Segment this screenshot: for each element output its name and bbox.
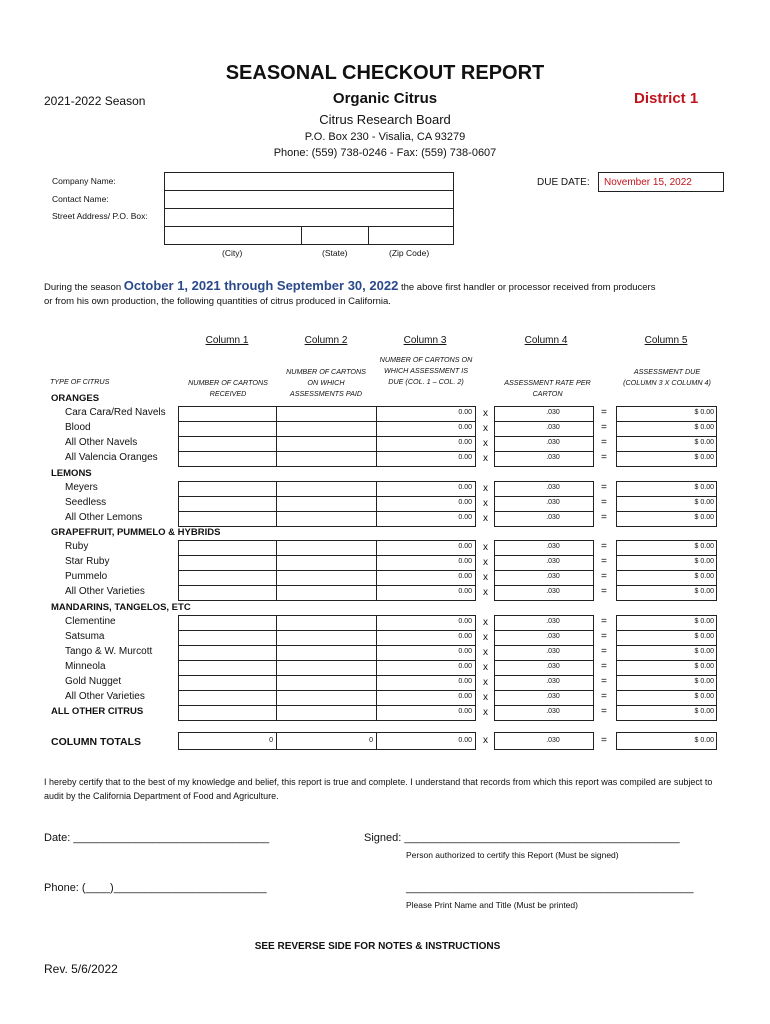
row-column-3-value: 0.00	[458, 499, 472, 506]
group-lemons: LEMONS	[51, 468, 92, 479]
row-equals-symbol: =	[601, 512, 607, 523]
row-times-symbol: x	[483, 557, 488, 568]
row-equals-symbol: =	[601, 706, 607, 717]
row-column-3-value: 0.00	[458, 648, 472, 655]
report-title: SEASONAL CHECKOUT REPORT	[225, 62, 545, 84]
row-times-symbol: x	[483, 498, 488, 509]
row-column-1-input[interactable]	[178, 660, 277, 676]
row-equals-symbol: =	[601, 407, 607, 418]
row-column-1-input[interactable]	[178, 570, 277, 586]
row-column-3-value: 0.00	[458, 693, 472, 700]
print-name-line[interactable]: _______________________________________________	[406, 882, 694, 894]
row-times-symbol: x	[483, 408, 488, 419]
row-equals-symbol: =	[601, 541, 607, 552]
intro-before: During the season	[44, 282, 122, 293]
row-times-symbol: x	[483, 707, 488, 718]
season-label: 2021-2022 Season	[44, 94, 146, 108]
state-field[interactable]	[301, 226, 369, 245]
row-equals-symbol: =	[601, 646, 607, 657]
row-column-1-input[interactable]	[178, 615, 277, 631]
row-column-1-input[interactable]	[178, 481, 277, 497]
column-3-header: Column 3	[403, 335, 447, 346]
column-4-header: Column 4	[524, 335, 568, 346]
revision-date: Rev. 5/6/2022	[44, 962, 118, 976]
column-1-header: Column 1	[205, 335, 249, 346]
due-date-value: November 15, 2022	[604, 177, 692, 188]
column-5-description: ASSESSMENT DUE (COLUMN 3 X COLUMN 4)	[623, 367, 711, 387]
column-3-description: NUMBER OF CARTONS ON WHICH ASSESSMENT IS DUE (COL. 1 – COL. 2)	[379, 355, 473, 386]
row-column-2-input[interactable]	[276, 630, 377, 646]
row-rate-value: .030	[546, 439, 560, 446]
season-period: October 1, 2021 through September 30, 2022	[123, 278, 399, 293]
row-column-2-input[interactable]	[276, 436, 377, 452]
row-column-3-value: 0.00	[458, 454, 472, 461]
row-rate-value: .030	[546, 633, 560, 640]
row-column-1-input[interactable]	[178, 555, 277, 571]
row-column-2-input[interactable]	[276, 570, 377, 586]
date-line[interactable]: Date: ________________________________	[44, 832, 270, 844]
row-rate-value: .030	[546, 693, 560, 700]
row-label: All Other Lemons	[65, 512, 143, 523]
zip-field[interactable]	[368, 226, 454, 245]
row-rate-value: .030	[546, 558, 560, 565]
row-column-2-input[interactable]	[276, 585, 377, 601]
row-times-symbol: x	[483, 423, 488, 434]
row-label: Seedless	[65, 497, 107, 508]
total-column-1-value: 0	[269, 737, 273, 744]
row-times-symbol: x	[483, 438, 488, 449]
row-column-2-input[interactable]	[276, 615, 377, 631]
company-name-field[interactable]	[164, 172, 454, 191]
row-column-1-input[interactable]	[178, 540, 277, 556]
row-label: Star Ruby	[65, 556, 110, 567]
total-column-3-value: 0.00	[458, 737, 472, 744]
row-column-1-input[interactable]	[178, 675, 277, 691]
row-column-3-value: 0.00	[458, 514, 472, 521]
board-address: P.O. Box 230 - Visalia, CA 93279	[304, 131, 466, 143]
row-due-value: $ 0.00	[694, 424, 714, 431]
row-column-2-input[interactable]	[276, 421, 377, 437]
state-label: (State)	[322, 248, 348, 258]
row-column-1-input[interactable]	[178, 690, 277, 706]
row-rate-value: .030	[546, 409, 560, 416]
row-column-1-input[interactable]	[178, 705, 277, 721]
contact-name-field[interactable]	[164, 190, 454, 209]
row-equals-symbol: =	[601, 452, 607, 463]
row-label: All Valencia Oranges	[65, 452, 158, 463]
column-1-description: NUMBER OF CARTONS RECEIVED	[188, 378, 268, 398]
certification-statement: I hereby certify that to the best of my knowledge and belief, this report is true and complete. I understand that records from which this report was compiled are subject to audit by the California Department of Food and Agriculture.	[44, 777, 713, 801]
row-column-1-input[interactable]	[178, 421, 277, 437]
group-all-other-citrus: ALL OTHER CITRUS	[51, 706, 144, 717]
row-rate-value: .030	[546, 484, 560, 491]
row-column-2-input[interactable]	[276, 540, 377, 556]
row-label: Clementine	[65, 616, 116, 627]
board-phone: Phone: (559) 738-0246 - Fax: (559) 738-0607	[273, 147, 497, 159]
row-rate-value: .030	[546, 588, 560, 595]
row-column-3-value: 0.00	[458, 678, 472, 685]
row-times-symbol: x	[483, 677, 488, 688]
row-column-1-input[interactable]	[178, 451, 277, 467]
group-oranges: ORANGES	[51, 393, 100, 404]
row-rate-value: .030	[546, 648, 560, 655]
type-of-citrus-label: TYPE OF CITRUS	[50, 377, 110, 386]
row-label: Blood	[65, 422, 91, 433]
total-due-value: $ 0.00	[694, 737, 714, 744]
column-4-description: ASSESSMENT RATE PER CARTON	[504, 378, 591, 398]
row-times-symbol: x	[483, 572, 488, 583]
street-address-label: Street Address/ P.O. Box:	[52, 211, 148, 221]
row-due-value: $ 0.00	[694, 663, 714, 670]
row-column-3-value: 0.00	[458, 424, 472, 431]
row-column-1-input[interactable]	[178, 436, 277, 452]
reverse-side-note: SEE REVERSE SIDE FOR NOTES & INSTRUCTIONS	[254, 941, 501, 952]
district-label: District 1	[634, 90, 699, 107]
row-column-3-value: 0.00	[458, 543, 472, 550]
row-due-value: $ 0.00	[694, 543, 714, 550]
row-label: All Other Navels	[65, 437, 138, 448]
total-equals-symbol: =	[601, 735, 607, 746]
row-due-value: $ 0.00	[694, 633, 714, 640]
row-equals-symbol: =	[601, 482, 607, 493]
due-date-label: DUE DATE:	[537, 177, 590, 188]
row-rate-value: .030	[546, 454, 560, 461]
row-rate-value: .030	[546, 573, 560, 580]
row-column-3-value: 0.00	[458, 618, 472, 625]
row-column-1-input[interactable]	[178, 585, 277, 601]
row-label: Pummelo	[65, 571, 108, 582]
total-column-2-value: 0	[369, 737, 373, 744]
row-column-2-input[interactable]	[276, 645, 377, 661]
row-due-value: $ 0.00	[694, 558, 714, 565]
intro-after: the above first handler or processor received from producers	[400, 282, 656, 293]
row-label: Tango & W. Murcott	[65, 646, 153, 657]
city-field[interactable]	[164, 226, 302, 245]
row-column-1-input[interactable]	[178, 511, 277, 527]
column-5-header: Column 5	[644, 335, 688, 346]
row-rate-value: .030	[546, 514, 560, 521]
row-equals-symbol: =	[601, 631, 607, 642]
row-equals-symbol: =	[601, 616, 607, 627]
row-column-2-input[interactable]	[276, 451, 377, 467]
row-column-1-input[interactable]	[178, 645, 277, 661]
row-equals-symbol: =	[601, 661, 607, 672]
row-column-3-value: 0.00	[458, 573, 472, 580]
row-label: Ruby	[65, 541, 89, 552]
row-column-1-input[interactable]	[178, 406, 277, 422]
column-2-description: NUMBER OF CARTONS ON WHICH ASSESSMENTS PAID	[286, 367, 366, 398]
row-label: Minneola	[65, 661, 106, 672]
row-label: Satsuma	[65, 631, 105, 642]
row-label: All Other Varieties	[65, 586, 145, 597]
row-column-3-value: 0.00	[458, 588, 472, 595]
row-rate-value: .030	[546, 678, 560, 685]
row-label: Gold Nugget	[65, 676, 122, 687]
row-column-3-value: 0.00	[458, 633, 472, 640]
company-name-label: Company Name:	[52, 176, 116, 186]
row-column-3-value: 0.00	[458, 409, 472, 416]
row-due-value: $ 0.00	[694, 454, 714, 461]
column-2-header: Column 2	[304, 335, 348, 346]
row-rate-value: .030	[546, 663, 560, 670]
phone-line[interactable]: Phone: (____)_________________________	[44, 882, 267, 894]
total-times-symbol: x	[483, 735, 488, 746]
row-column-2-input[interactable]	[276, 406, 377, 422]
row-due-value: $ 0.00	[694, 439, 714, 446]
row-equals-symbol: =	[601, 437, 607, 448]
row-column-2-input[interactable]	[276, 675, 377, 691]
row-column-2-input[interactable]	[276, 496, 377, 512]
row-equals-symbol: =	[601, 586, 607, 597]
row-equals-symbol: =	[601, 497, 607, 508]
row-due-value: $ 0.00	[694, 678, 714, 685]
row-rate-value: .030	[546, 424, 560, 431]
row-times-symbol: x	[483, 453, 488, 464]
row-times-symbol: x	[483, 617, 488, 628]
row-rate-value: .030	[546, 618, 560, 625]
report-subtitle: Organic Citrus	[332, 90, 438, 107]
row-due-value: $ 0.00	[694, 499, 714, 506]
row-equals-symbol: =	[601, 571, 607, 582]
row-label: All Other Varieties	[65, 691, 145, 702]
row-due-value: $ 0.00	[694, 618, 714, 625]
row-label: Meyers	[65, 482, 98, 493]
row-due-value: $ 0.00	[694, 484, 714, 491]
row-rate-value: .030	[546, 708, 560, 715]
row-times-symbol: x	[483, 513, 488, 524]
intro-line-2: or from his own production, the following quantities of citrus produced in California.	[44, 296, 391, 307]
total-rate-value: .030	[546, 737, 560, 744]
signed-line[interactable]: Signed: _____________________________________________	[364, 832, 680, 844]
column-totals-label: COLUMN TOTALS	[51, 736, 142, 748]
row-times-symbol: x	[483, 692, 488, 703]
row-times-symbol: x	[483, 662, 488, 673]
city-label: (City)	[222, 248, 243, 258]
row-times-symbol: x	[483, 647, 488, 658]
row-column-2-input[interactable]	[276, 660, 377, 676]
row-times-symbol: x	[483, 542, 488, 553]
row-equals-symbol: =	[601, 556, 607, 567]
street-address-field[interactable]	[164, 208, 454, 227]
row-times-symbol: x	[483, 483, 488, 494]
row-equals-symbol: =	[601, 422, 607, 433]
print-name-note: Please Print Name and Title (Must be printed)	[406, 900, 578, 910]
zip-label: (Zip Code)	[389, 248, 430, 258]
row-due-value: $ 0.00	[694, 573, 714, 580]
row-column-3-value: 0.00	[458, 558, 472, 565]
row-column-1-input[interactable]	[178, 630, 277, 646]
row-column-1-input[interactable]	[178, 496, 277, 512]
row-column-3-value: 0.00	[458, 708, 472, 715]
row-column-3-value: 0.00	[458, 663, 472, 670]
row-column-2-input[interactable]	[276, 705, 377, 721]
group-mandarins: MANDARINS, TANGELOS, ETC	[51, 602, 191, 613]
group-grapefruit: GRAPEFRUIT, PUMMELO & HYBRIDS	[51, 527, 221, 538]
row-rate-value: .030	[546, 499, 560, 506]
row-column-2-input[interactable]	[276, 690, 377, 706]
row-due-value: $ 0.00	[694, 693, 714, 700]
row-due-value: $ 0.00	[694, 588, 714, 595]
row-column-3-value: 0.00	[458, 439, 472, 446]
signed-note: Person authorized to certify this Report (Must be signed)	[406, 850, 619, 860]
intro-line-1	[44, 278, 655, 293]
row-times-symbol: x	[483, 632, 488, 643]
row-due-value: $ 0.00	[694, 648, 714, 655]
row-due-value: $ 0.00	[694, 708, 714, 715]
row-column-3-value: 0.00	[458, 484, 472, 491]
row-rate-value: .030	[546, 543, 560, 550]
row-due-value: $ 0.00	[694, 514, 714, 521]
contact-name-label: Contact Name:	[52, 194, 109, 204]
row-due-value: $ 0.00	[694, 409, 714, 416]
row-column-2-input[interactable]	[276, 555, 377, 571]
row-label: Cara Cara/Red Navels	[65, 407, 166, 418]
row-times-symbol: x	[483, 587, 488, 598]
board-name: Citrus Research Board	[319, 112, 451, 127]
row-column-2-input[interactable]	[276, 481, 377, 497]
row-equals-symbol: =	[601, 676, 607, 687]
row-column-2-input[interactable]	[276, 511, 377, 527]
row-equals-symbol: =	[601, 691, 607, 702]
